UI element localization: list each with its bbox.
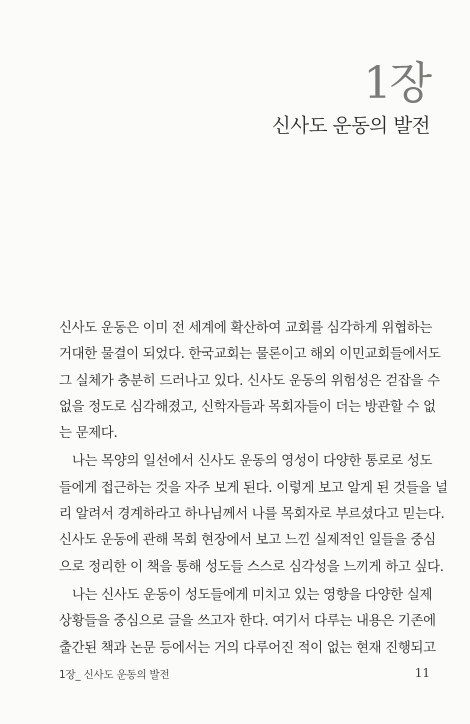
text-line: 나는 신사도 운동이 성도들에게 미치고 있는 영향을 다양한 실제 [72, 587, 433, 603]
text-line: 들에게 접근하는 것을 자주 보게 된다. 이렇게 보고 알게 된 것들을 널 [59, 480, 448, 496]
text-line: 신사도 운동에 관해 목회 현장에서 보고 느낀 실제적인 일들을 중심 [59, 533, 436, 549]
text-line: 그 실체가 충분히 드러나고 있다. 신사도 운동의 위험성은 걷잡을 수 [59, 373, 440, 389]
body-text [59, 316, 448, 662]
running-head: 1장_ 신사도 운동의 발전 [59, 669, 170, 681]
text-line: 으로 정리한 이 책을 통해 성도들 스스로 심각성을 느끼게 하고 싶다. [59, 559, 444, 575]
text-line: 없을 정도로 심각해졌고, 신학자들과 목회자들이 더는 방관할 수 없 [59, 399, 436, 415]
text-line: 리 알려서 경계하라고 하나님께서 나를 목회자로 부르셨다고 믿는다. [59, 507, 445, 523]
chapter-title: 신사도 운동의 발전 [271, 114, 430, 137]
chapter-number: 1장 [363, 58, 430, 109]
text-line: 거대한 물결이 되었다. 한국교회는 물론이고 해외 이민교회들에서도 [59, 347, 441, 363]
paragraph-2 [59, 449, 448, 580]
text-line: 신사도 운동은 이미 전 세계에 확산하여 교회를 심각하게 위협하는 [59, 321, 432, 336]
page-number: 11 [414, 666, 430, 680]
text-line: 출간된 책과 논문 등에서는 거의 다루어진 적이 없는 현재 진행되고 [59, 640, 436, 656]
text-line: 나는 목양의 일선에서 신사도 운동의 영성이 다양한 통로로 성도 [72, 454, 433, 470]
paragraph-3 [59, 583, 436, 662]
text-line: 는 문제다. [59, 426, 118, 442]
text-line: 상황들을 중심으로 글을 쓰고자 한다. 여기서 다루는 내용은 기존에 [59, 614, 436, 630]
paragraph-1 [59, 316, 441, 447]
